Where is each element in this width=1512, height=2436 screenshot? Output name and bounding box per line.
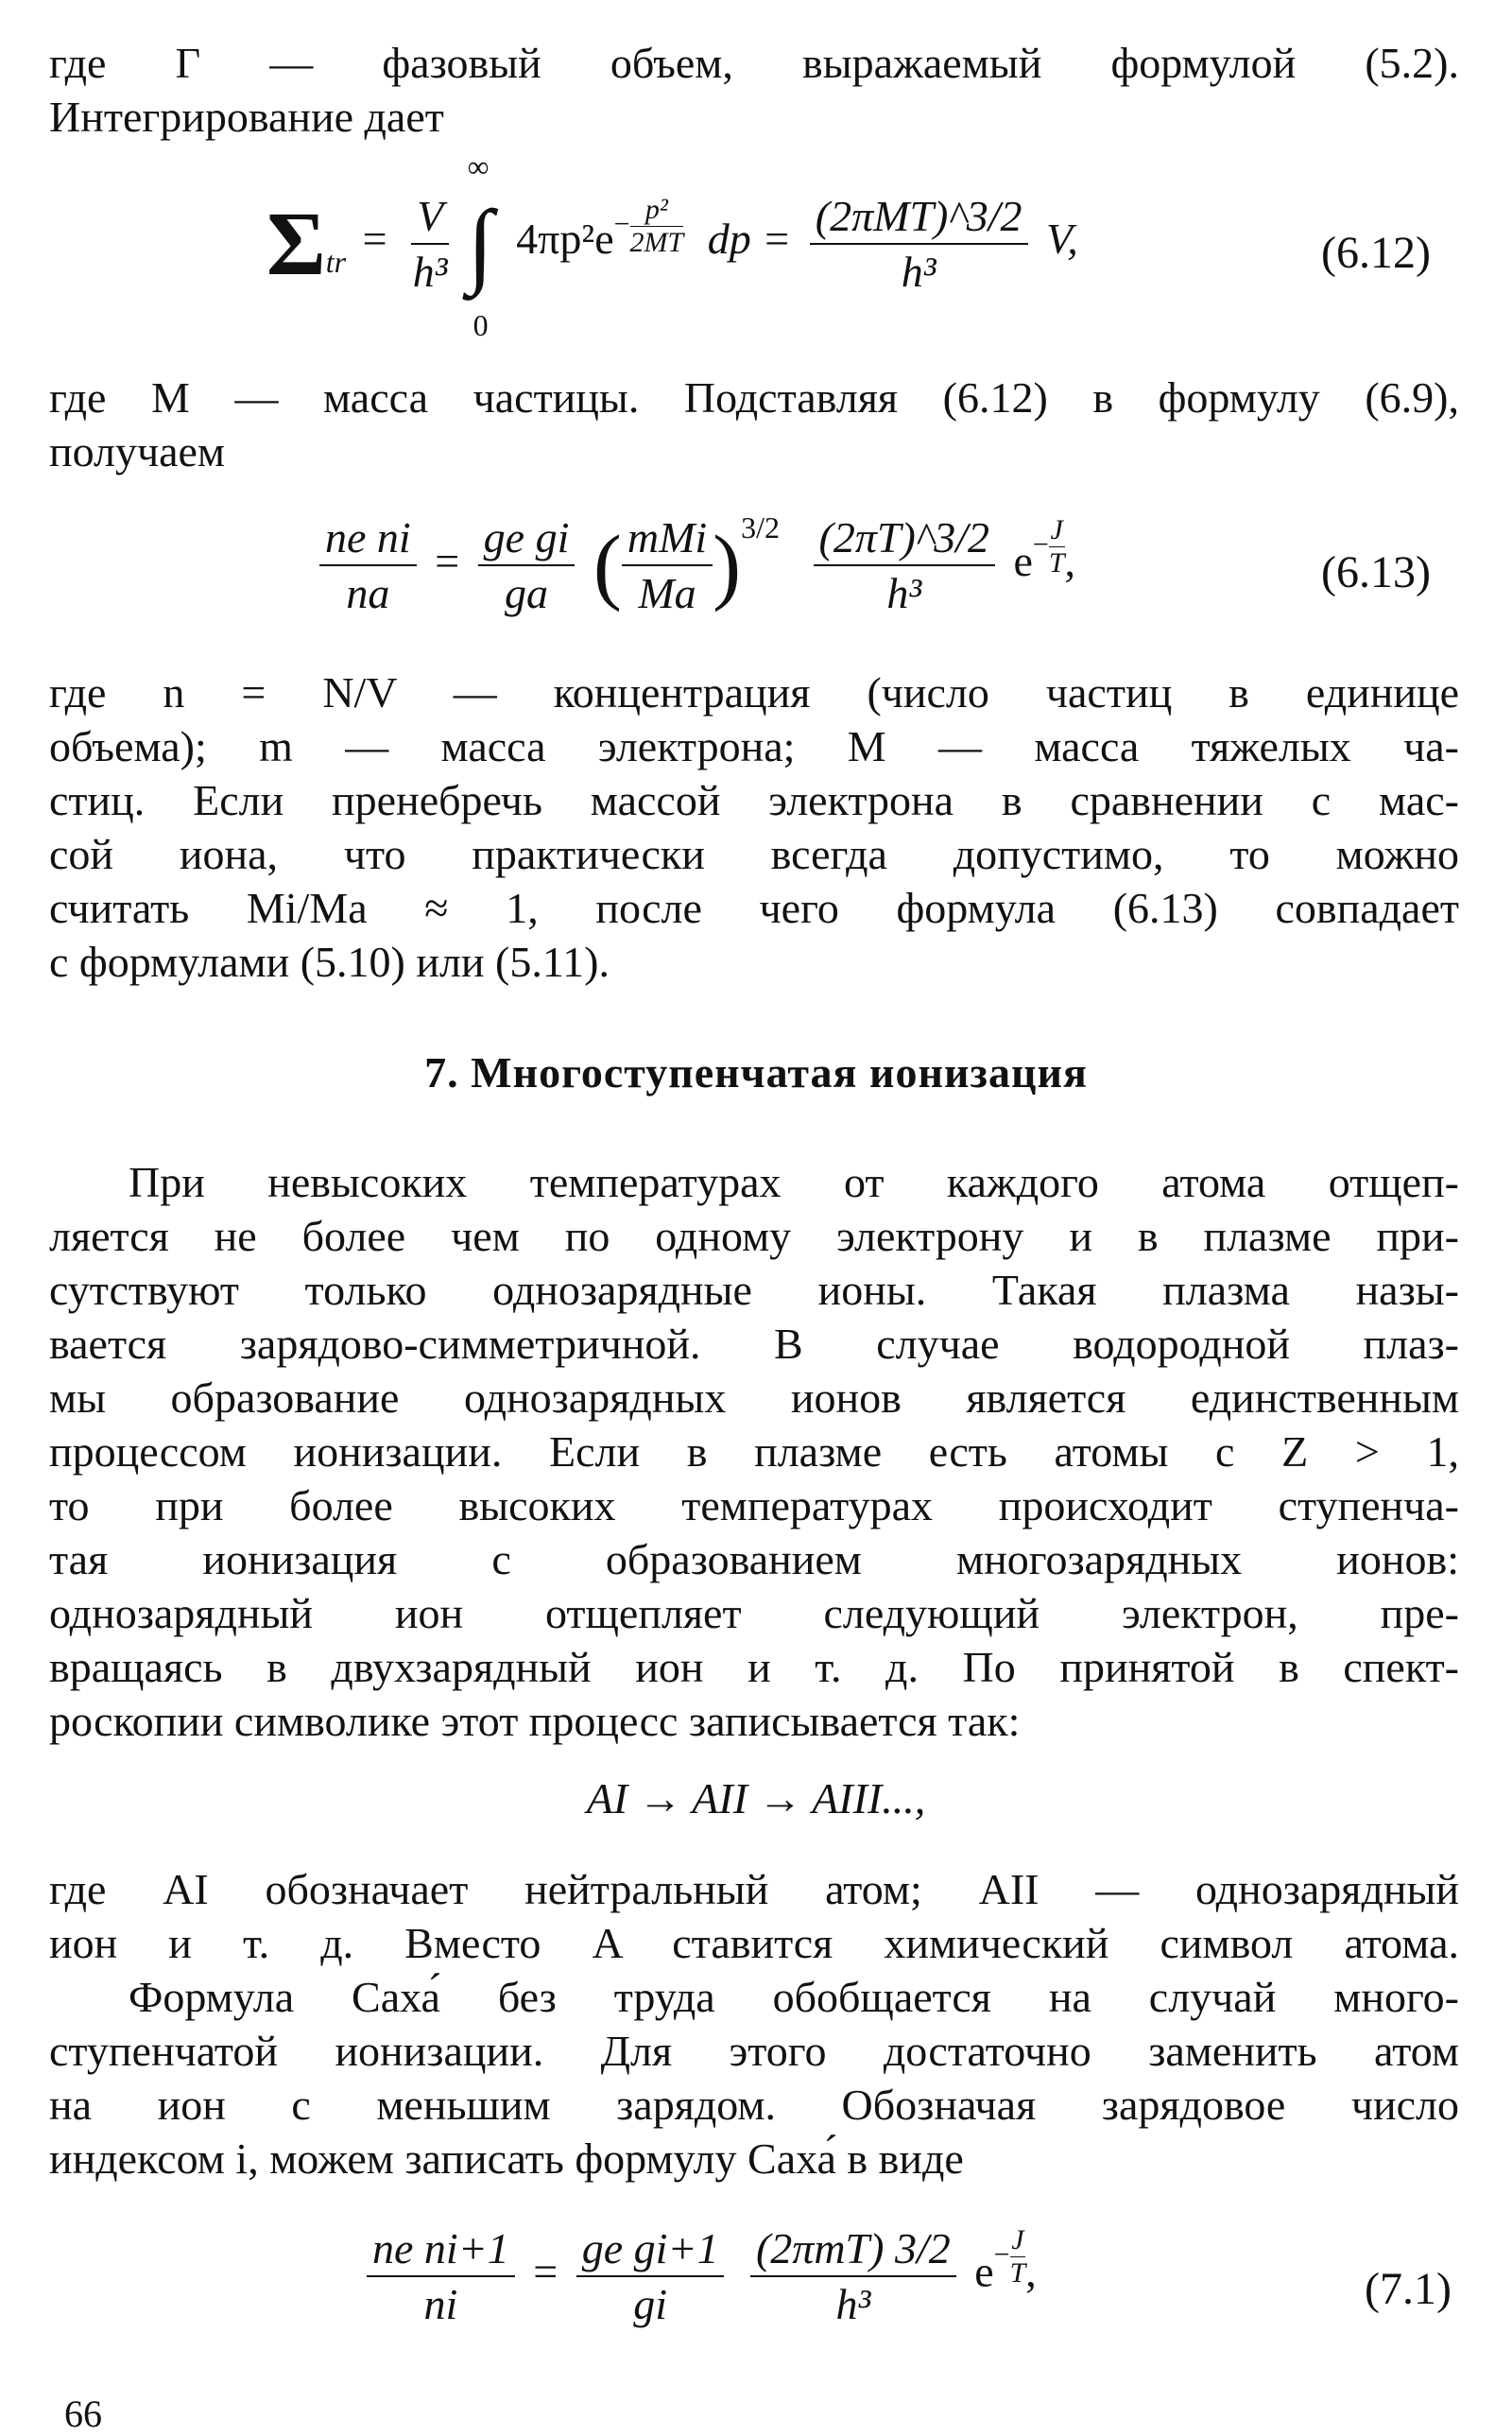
- fraction: [750, 2223, 956, 2329]
- numerator: ne ni: [319, 512, 417, 566]
- equation-7-1: $\frac{\text{ne ni+1}}{ni}$ = $\frac{\text{ge gi+1}}{gi}$ $\frac{\text{(2πmT) 3/2}}{\text{h³}}$ e− $\frac{J}{T}$ ,: [359, 2223, 1210, 2346]
- power: 3/2: [741, 510, 781, 544]
- denominator: h³: [886, 569, 922, 618]
- exp-base: e: [1013, 537, 1033, 585]
- text-line: вращаясь в двухзарядный ион и т. д. По принятой в спект-: [49, 1643, 1459, 1691]
- equation-6-13: $\frac{\text{ne ni}}{na}$ = $\frac{\text{ge gi}}{ga}$ ( $\frac{\text{mMi}}{Ma}$ )$^{3/2}$ $\frac{(2\pi T)\^{}3/2}{\text{h³}}$ e− $\frac{J}{T}$ ,: [312, 510, 1257, 633]
- text-line: однозарядный ион отщепляет следующий электрон, пре-: [49, 1589, 1459, 1637]
- text-line: мы образование однозарядных ионов является единственным: [49, 1373, 1459, 1422]
- text-line: ступенчатой ионизации. Для этого достаточно заменить атом: [49, 2027, 1459, 2075]
- upper-limit: ∞: [467, 149, 490, 183]
- numerator: V: [411, 191, 449, 245]
- text-line: где n = N/V — концентрация (число частиц в единице: [49, 668, 1459, 717]
- exponent-numerator: J: [1011, 2224, 1024, 2256]
- text-line: Интегрирование дает: [49, 93, 444, 141]
- text-line: то при более высоких температурах происходит ступенча-: [49, 1481, 1459, 1529]
- numerator: ge gi: [478, 512, 576, 566]
- text-line: получаем: [49, 427, 226, 475]
- text-line: стиц. Если пренебречь массой электрона в сравнении с мас-: [49, 776, 1459, 824]
- denominator: gi: [633, 2280, 667, 2328]
- denominator: h³: [835, 2280, 871, 2328]
- equation-number: (6.12): [1321, 228, 1431, 278]
- text-line: тая ионизация с образованием многозарядных ионов:: [49, 1535, 1459, 1583]
- text-line: считать Mi/Ma ≈ 1, после чего формула (6.13) совпадает: [49, 884, 1459, 932]
- equation-number: (7.1): [1365, 2264, 1452, 2314]
- text-line: индексом i, можем записать формулу Саха́ в виде: [49, 2134, 964, 2183]
- text-line: сутствуют только однозарядные ионы. Такая плазма назы-: [49, 1266, 1459, 1314]
- fraction: [622, 512, 713, 618]
- text-line: на ион с меньшим зарядом. Обозначая зарядовое число: [49, 2081, 1459, 2129]
- text-line: объема); m — масса электрона; M — масса тяжелых ча-: [49, 722, 1459, 770]
- paragraph-4: [49, 1155, 1459, 1748]
- section-heading: 7. Многоступенчатая ионизация: [424, 1048, 1088, 1097]
- exponent-numerator: J: [1050, 513, 1063, 545]
- exponent: − $\frac{J}{T}$: [993, 2224, 1026, 2289]
- text-line: Формула Саха́ без труда обобщается на случай много-: [129, 1973, 1459, 2021]
- denominator: ga: [505, 569, 548, 618]
- paragraph-5: [49, 1862, 1459, 1970]
- differential: dp =: [707, 215, 792, 264]
- paragraph-3: [49, 665, 1459, 989]
- fraction: [367, 2223, 515, 2329]
- denominator: Ma: [638, 569, 696, 618]
- paragraph-2: [49, 371, 1459, 478]
- text-line: где M — масса частицы. Подставляя (6.12) в формулу (6.9),: [49, 373, 1459, 422]
- exponent-denominator: T: [1009, 2257, 1026, 2289]
- paragraph-1: [49, 36, 1459, 144]
- text-line: При невысоких температурах от каждого атома отщеп-: [129, 1158, 1459, 1206]
- numerator: (2πT)^3/2: [814, 512, 995, 566]
- denominator: h³: [412, 247, 448, 296]
- fraction: [411, 191, 449, 297]
- denominator: ni: [423, 2280, 458, 2328]
- fraction: [810, 191, 1028, 297]
- lower-limit: 0: [472, 308, 489, 342]
- text-line: где Г — фазовый объем, выражаемый формулой (5.2).: [49, 39, 1459, 87]
- numerator: ne ni+1: [367, 2223, 515, 2277]
- denominator: na: [346, 569, 390, 618]
- integrand: 4πp²e: [516, 215, 614, 264]
- fraction: [576, 2223, 725, 2329]
- exp-base: e: [974, 2247, 994, 2296]
- text-line: ион и т. д. Вместо A ставится химический символ атома.: [49, 1919, 1459, 1967]
- fraction: [319, 512, 417, 618]
- fraction: [478, 512, 576, 618]
- text-line: сой иона, что практически всегда допустимо, то можно: [49, 830, 1459, 878]
- text-line: процессом ионизации. Если в плазме есть атомы с Z > 1,: [49, 1427, 1459, 1476]
- text-line: роскопии символике этот процесс записывается так:: [49, 1697, 1021, 1745]
- paragraph-6: [49, 1970, 1459, 2185]
- exponent: − $\frac{\text{p²}}{2MT}$: [613, 193, 684, 258]
- numerator: (2πmT) 3/2: [750, 2223, 956, 2277]
- ionization-chain-formula: AI → AII → AIII...,: [586, 1774, 926, 1823]
- equation-number: (6.13): [1321, 547, 1431, 597]
- numerator: (2πMT)^3/2: [810, 191, 1028, 245]
- exponent-numerator: p²: [630, 194, 684, 227]
- rhs-tail: V,: [1046, 215, 1078, 264]
- denominator: h³: [901, 247, 936, 296]
- equation-6-12: $\Sigma_{tr}$ = $\frac{V}{\text{h³}}$ ∫ ∞ 0 4πp²e− $\frac{\text{p²}}{2MT}$ dp = $\frac{\text{(2πMT)\textasciicircum{}3/2}}{\text{h³}}$ V,: [266, 149, 1078, 342]
- exponent-denominator: T: [1048, 546, 1065, 579]
- page-number: 66: [64, 2393, 102, 2435]
- text-line: вается зарядово-симметричной. В случае водородной плаз-: [49, 1320, 1459, 1368]
- exponent: − $\frac{J}{T}$: [1032, 513, 1065, 579]
- exponent-denominator: 2MT: [629, 226, 684, 258]
- text-line: ляется не более чем по одному электрону и в плазме при-: [49, 1212, 1459, 1260]
- text-line: с формулами (5.10) или (5.11).: [49, 938, 610, 986]
- numerator: mMi: [622, 512, 713, 566]
- sigma-symbol: Σ: [266, 193, 326, 294]
- fraction: [814, 512, 995, 618]
- numerator: ge gi+1: [576, 2223, 725, 2277]
- text-line: где AI обозначает нейтральный атом; AII — однозарядный: [49, 1865, 1459, 1913]
- integral-sign: ∫ ∞ 0: [467, 149, 494, 342]
